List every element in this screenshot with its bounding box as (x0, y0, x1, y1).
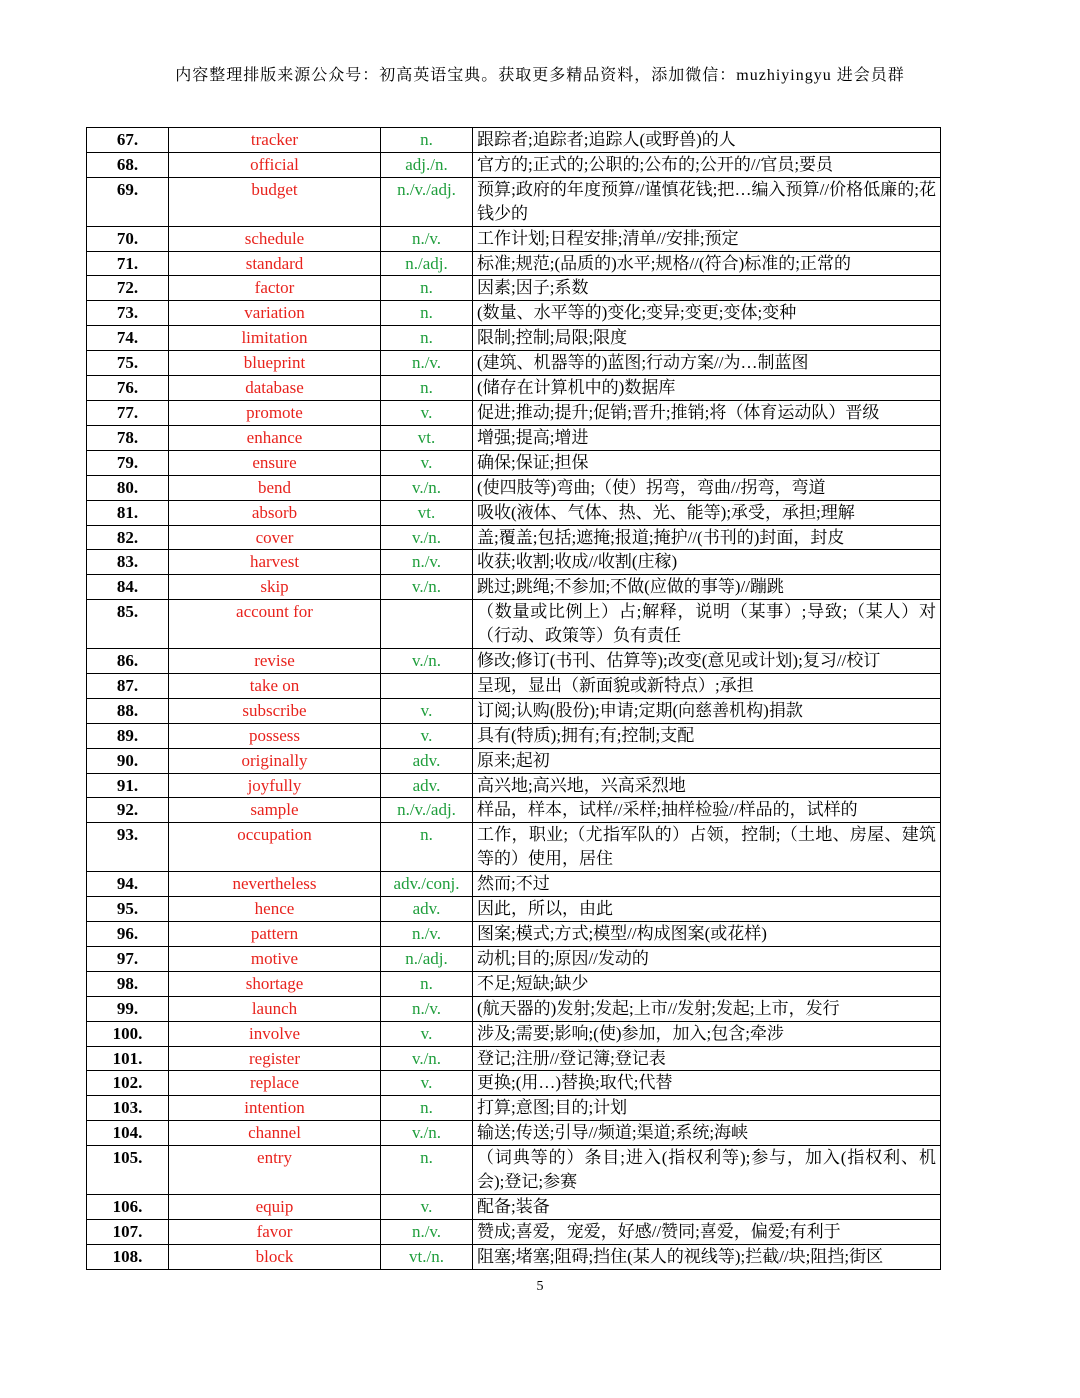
entry-number: 82. (87, 525, 169, 550)
page-number: 5 (536, 1279, 544, 1294)
entry-number: 85. (87, 600, 169, 649)
entry-word: pattern (169, 922, 381, 947)
entry-part-of-speech: v. (381, 723, 473, 748)
entry-part-of-speech: v./n. (381, 1046, 473, 1071)
table-row (87, 1194, 941, 1219)
entry-number: 76. (87, 376, 169, 401)
entry-definition: 工作，职业;（尤指军队的）占领，控制;（土地、房屋、建筑等的）使用，居住 (473, 823, 941, 872)
entry-part-of-speech: v. (381, 1071, 473, 1096)
table-row (87, 177, 941, 226)
entry-word: possess (169, 723, 381, 748)
entry-number: 106. (87, 1194, 169, 1219)
entry-definition: 打算;意图;目的;计划 (473, 1096, 941, 1121)
entry-definition: 原来;起初 (473, 748, 941, 773)
entry-part-of-speech: vt./n. (381, 1244, 473, 1269)
entry-word: nevertheless (169, 872, 381, 897)
table-row (87, 1096, 941, 1121)
table-row (87, 996, 941, 1021)
entry-part-of-speech: vt. (381, 500, 473, 525)
entry-definition: 阻塞;堵塞;阻碍;挡住(某人的视线等);拦截//块;阻挡;街区 (473, 1244, 941, 1269)
entry-number: 86. (87, 649, 169, 674)
entry-definition: 动机;目的;原因//发动的 (473, 946, 941, 971)
entry-word: hence (169, 897, 381, 922)
entry-number: 75. (87, 351, 169, 376)
entry-part-of-speech: vt. (381, 425, 473, 450)
entry-definition: 订阅;认购(股份);申请;定期(向慈善机构)捐款 (473, 698, 941, 723)
entry-definition: 确保;保证;担保 (473, 450, 941, 475)
entry-word: take on (169, 673, 381, 698)
entry-definition: 标准;规范;(品质的)水平;规格//(符合)标准的;正常的 (473, 251, 941, 276)
entry-number: 87. (87, 673, 169, 698)
entry-word: launch (169, 996, 381, 1021)
entry-part-of-speech: n. (381, 326, 473, 351)
entry-word: blueprint (169, 351, 381, 376)
table-row (87, 1021, 941, 1046)
entry-part-of-speech: adv./conj. (381, 872, 473, 897)
entry-definition: 工作计划;日程安排;清单//安排;预定 (473, 226, 941, 251)
entry-number: 94. (87, 872, 169, 897)
entry-word: channel (169, 1121, 381, 1146)
entry-part-of-speech: adv. (381, 897, 473, 922)
entry-number: 83. (87, 550, 169, 575)
table-row (87, 872, 941, 897)
entry-part-of-speech: n./adj. (381, 946, 473, 971)
entry-number: 103. (87, 1096, 169, 1121)
entry-word: promote (169, 400, 381, 425)
entry-word: equip (169, 1194, 381, 1219)
entry-number: 67. (87, 128, 169, 153)
entry-part-of-speech: n. (381, 376, 473, 401)
entry-part-of-speech: adv. (381, 748, 473, 773)
entry-definition: 吸收(液体、气体、热、光、能等);承受，承担;理解 (473, 500, 941, 525)
entry-word: schedule (169, 226, 381, 251)
entry-word: shortage (169, 971, 381, 996)
entry-part-of-speech: v./n. (381, 1121, 473, 1146)
entry-word: originally (169, 748, 381, 773)
entry-part-of-speech (381, 673, 473, 698)
entry-number: 96. (87, 922, 169, 947)
entry-number: 89. (87, 723, 169, 748)
entry-word: motive (169, 946, 381, 971)
entry-part-of-speech: n. (381, 1096, 473, 1121)
entry-number: 100. (87, 1021, 169, 1046)
entry-word: ensure (169, 450, 381, 475)
table-row (87, 1146, 941, 1195)
entry-number: 81. (87, 500, 169, 525)
table-row (87, 649, 941, 674)
entry-definition: 具有(特质);拥有;有;控制;支配 (473, 723, 941, 748)
entry-definition: 图案;模式;方式;模型//构成图案(或花样) (473, 922, 941, 947)
table-row (87, 525, 941, 550)
entry-definition: 涉及;需要;影响;(使)参加，加入;包含;牵涉 (473, 1021, 941, 1046)
table-row (87, 823, 941, 872)
entry-part-of-speech (381, 600, 473, 649)
entry-word: entry (169, 1146, 381, 1195)
table-row (87, 698, 941, 723)
table-row (87, 276, 941, 301)
table-row (87, 575, 941, 600)
entry-number: 98. (87, 971, 169, 996)
entry-number: 80. (87, 475, 169, 500)
table-row (87, 773, 941, 798)
entry-part-of-speech: n. (381, 971, 473, 996)
entry-part-of-speech: n./adj. (381, 251, 473, 276)
table-row (87, 798, 941, 823)
entry-word: subscribe (169, 698, 381, 723)
entry-definition: 样品，样本，试样//采样;抽样检验//样品的，试样的 (473, 798, 941, 823)
entry-definition: 因此，所以，由此 (473, 897, 941, 922)
table-row (87, 351, 941, 376)
entry-part-of-speech: n./v. (381, 922, 473, 947)
entry-definition: 跟踪者;追踪者;追踪人(或野兽)的人 (473, 128, 941, 153)
table-row (87, 128, 941, 153)
table-row (87, 450, 941, 475)
entry-definition: 输送;传送;引导//频道;渠道;系统;海峡 (473, 1121, 941, 1146)
entry-definition: 高兴地;高兴地，兴高采烈地 (473, 773, 941, 798)
table-row (87, 376, 941, 401)
entry-number: 72. (87, 276, 169, 301)
entry-definition: 限制;控制;局限;限度 (473, 326, 941, 351)
table-row (87, 946, 941, 971)
entry-word: absorb (169, 500, 381, 525)
table-row (87, 1071, 941, 1096)
entry-part-of-speech: n./v. (381, 996, 473, 1021)
entry-number: 104. (87, 1121, 169, 1146)
entry-part-of-speech: n./v. (381, 226, 473, 251)
entry-definition: 更换;(用…)替换;取代;代替 (473, 1071, 941, 1096)
entry-number: 95. (87, 897, 169, 922)
entry-word: variation (169, 301, 381, 326)
entry-number: 84. (87, 575, 169, 600)
table-row (87, 251, 941, 276)
entry-number: 105. (87, 1146, 169, 1195)
entry-number: 90. (87, 748, 169, 773)
entry-definition: 不足;短缺;缺少 (473, 971, 941, 996)
entry-part-of-speech: v./n. (381, 525, 473, 550)
entry-number: 77. (87, 400, 169, 425)
entry-number: 74. (87, 326, 169, 351)
table-row (87, 1121, 941, 1146)
table-row (87, 1244, 941, 1269)
entry-word: database (169, 376, 381, 401)
entry-word: involve (169, 1021, 381, 1046)
entry-number: 79. (87, 450, 169, 475)
entry-word: favor (169, 1219, 381, 1244)
table-row (87, 301, 941, 326)
entry-number: 78. (87, 425, 169, 450)
entry-definition: 因素;因子;系数 (473, 276, 941, 301)
entry-word: skip (169, 575, 381, 600)
entry-definition: (航天器的)发射;发起;上市//发射;发起;上市，发行 (473, 996, 941, 1021)
table-row (87, 1046, 941, 1071)
entry-word: harvest (169, 550, 381, 575)
entry-word: bend (169, 475, 381, 500)
entry-part-of-speech: v. (381, 450, 473, 475)
table-row (87, 922, 941, 947)
table-row (87, 748, 941, 773)
entry-word: replace (169, 1071, 381, 1096)
entry-definition: 修改;修订(书刊、估算等);改变(意见或计划);复习//校订 (473, 649, 941, 674)
entry-part-of-speech: v. (381, 1021, 473, 1046)
entry-word: occupation (169, 823, 381, 872)
table-row (87, 971, 941, 996)
entry-part-of-speech: n./v./adj. (381, 798, 473, 823)
entry-definition: (建筑、机器等的)蓝图;行动方案//为…制蓝图 (473, 351, 941, 376)
entry-definition: 然而;不过 (473, 872, 941, 897)
table-row (87, 600, 941, 649)
table-row (87, 425, 941, 450)
table-row (87, 475, 941, 500)
entry-number: 73. (87, 301, 169, 326)
entry-definition: 官方的;正式的;公职的;公布的;公开的//官员;要员 (473, 152, 941, 177)
entry-number: 99. (87, 996, 169, 1021)
entry-definition: 配备;装备 (473, 1194, 941, 1219)
entry-number: 88. (87, 698, 169, 723)
table-row (87, 326, 941, 351)
entry-part-of-speech: v. (381, 1194, 473, 1219)
entry-definition: 预算;政府的年度预算//谨慎花钱;把…编入预算//价格低廉的;花钱少的 (473, 177, 941, 226)
entry-word: register (169, 1046, 381, 1071)
entry-definition: 呈现，显出（新面貌或新特点）;承担 (473, 673, 941, 698)
table-row (87, 897, 941, 922)
entry-word: factor (169, 276, 381, 301)
entry-definition: （数量或比例上）占;解释，说明（某事）;导致;（某人）对（行动、政策等）负有责任 (473, 600, 941, 649)
entry-word: limitation (169, 326, 381, 351)
entry-part-of-speech: n. (381, 128, 473, 153)
entry-definition: (数量、水平等的)变化;变异;变更;变体;变种 (473, 301, 941, 326)
entry-part-of-speech: n./v. (381, 351, 473, 376)
entry-part-of-speech: n./v. (381, 1219, 473, 1244)
entry-part-of-speech: v. (381, 698, 473, 723)
entry-definition: (储存在计算机中的)数据库 (473, 376, 941, 401)
entry-definition: 盖;覆盖;包括;遮掩;报道;掩护//(书刊的)封面，封皮 (473, 525, 941, 550)
entry-part-of-speech: n. (381, 1146, 473, 1195)
table-row (87, 400, 941, 425)
entry-word: block (169, 1244, 381, 1269)
entry-definition: 登记;注册//登记簿;登记表 (473, 1046, 941, 1071)
entry-word: standard (169, 251, 381, 276)
entry-definition: 跳过;跳绳;不参加;不做(应做的事等)//蹦跳 (473, 575, 941, 600)
entry-part-of-speech: adv. (381, 773, 473, 798)
table-row (87, 723, 941, 748)
entry-number: 108. (87, 1244, 169, 1269)
entry-word: joyfully (169, 773, 381, 798)
entry-number: 102. (87, 1071, 169, 1096)
entry-number: 68. (87, 152, 169, 177)
entry-part-of-speech: adj./n. (381, 152, 473, 177)
entry-definition: (使四肢等)弯曲;（使）拐弯，弯曲//拐弯，弯道 (473, 475, 941, 500)
entry-word: revise (169, 649, 381, 674)
entry-definition: （词典等的）条目;进入(指权利等);参与，加入(指权利、机会);登记;参赛 (473, 1146, 941, 1195)
entry-word: account for (169, 600, 381, 649)
entry-part-of-speech: n./v./adj. (381, 177, 473, 226)
entry-word: sample (169, 798, 381, 823)
entry-number: 92. (87, 798, 169, 823)
table-row (87, 500, 941, 525)
table-row (87, 226, 941, 251)
entry-definition: 赞成;喜爱，宠爱，好感//赞同;喜爱，偏爱;有利于 (473, 1219, 941, 1244)
entry-number: 107. (87, 1219, 169, 1244)
entry-part-of-speech: v. (381, 400, 473, 425)
entry-definition: 促进;推动;提升;促销;晋升;推销;将（体育运动队）晋级 (473, 400, 941, 425)
vocabulary-table-body (87, 128, 941, 1270)
entry-number: 69. (87, 177, 169, 226)
vocabulary-table (86, 127, 941, 1270)
table-row (87, 550, 941, 575)
entry-word: enhance (169, 425, 381, 450)
entry-number: 70. (87, 226, 169, 251)
entry-definition: 收获;收割;收成//收割(庄稼) (473, 550, 941, 575)
entry-word: cover (169, 525, 381, 550)
page-header: 内容整理排版来源公众号：初高英语宝典。获取更多精品资料，添加微信：muzhiyingyu 进会员群 (175, 67, 905, 84)
entry-word: tracker (169, 128, 381, 153)
entry-word: budget (169, 177, 381, 226)
entry-word: official (169, 152, 381, 177)
table-row (87, 673, 941, 698)
entry-number: 71. (87, 251, 169, 276)
entry-number: 93. (87, 823, 169, 872)
table-row (87, 152, 941, 177)
entry-part-of-speech: v./n. (381, 575, 473, 600)
entry-part-of-speech: n. (381, 276, 473, 301)
table-row (87, 1219, 941, 1244)
entry-part-of-speech: n. (381, 823, 473, 872)
entry-definition: 增强;提高;增进 (473, 425, 941, 450)
entry-part-of-speech: n. (381, 301, 473, 326)
entry-number: 101. (87, 1046, 169, 1071)
entry-word: intention (169, 1096, 381, 1121)
entry-number: 97. (87, 946, 169, 971)
entry-part-of-speech: v./n. (381, 649, 473, 674)
entry-part-of-speech: v./n. (381, 475, 473, 500)
entry-number: 91. (87, 773, 169, 798)
entry-part-of-speech: n./v. (381, 550, 473, 575)
